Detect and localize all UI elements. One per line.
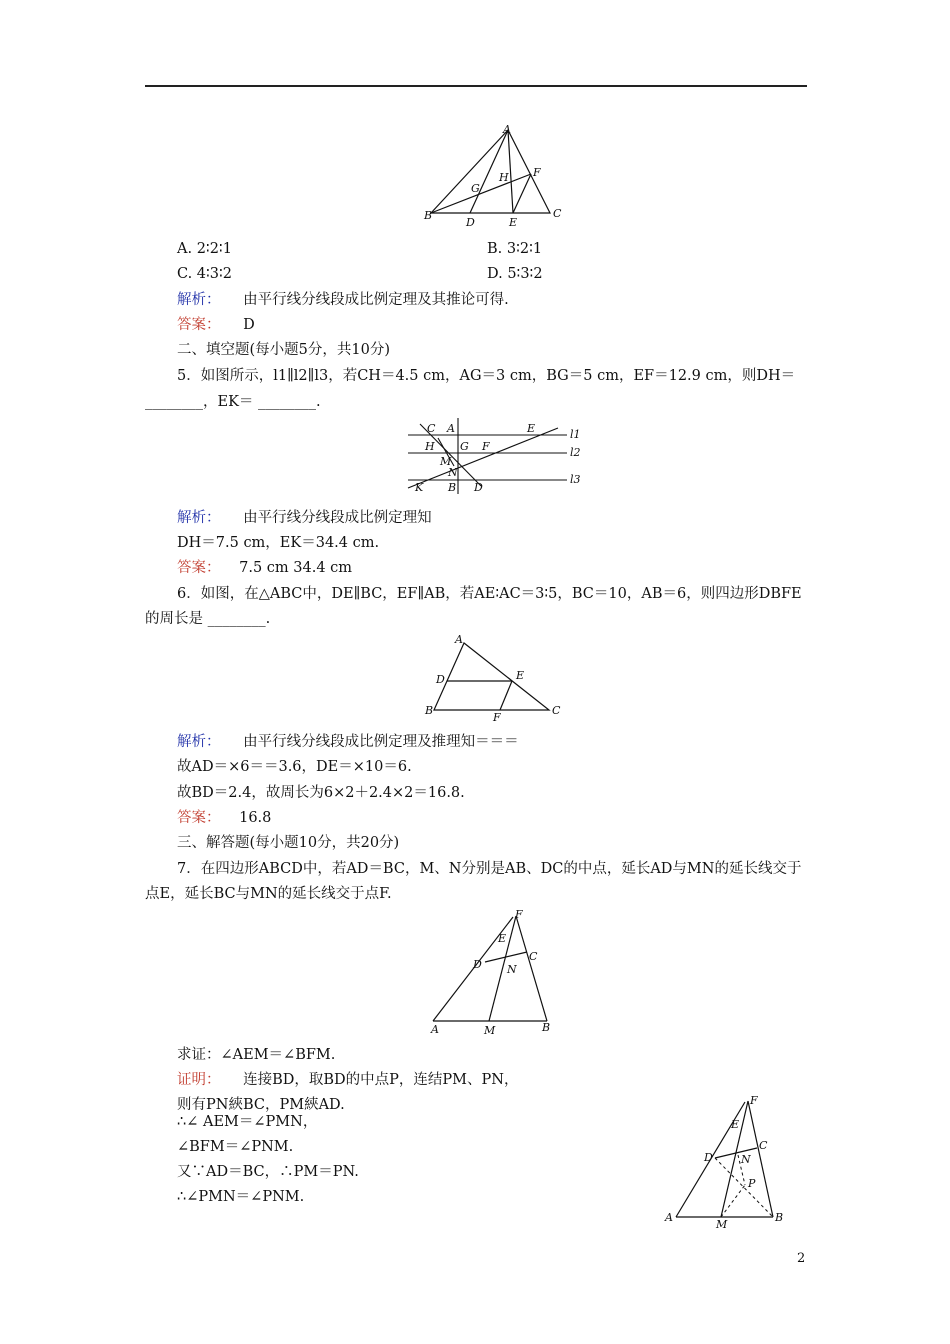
fig5-label-l2: l2 (570, 446, 581, 459)
answer-label: 答案： (177, 317, 221, 333)
page-number: 2 (797, 1251, 806, 1266)
option-a: A. 2∶2∶1 (177, 241, 232, 257)
fig4-label-b: B (424, 209, 433, 222)
analysis-label: 解析： (177, 734, 221, 750)
fig6-label-d: D (436, 673, 445, 686)
q6-step-2: 故BD＝2.4，故周长为6×2＋2.4×2＝16.8. (177, 785, 465, 801)
fig7-label-e: E (498, 932, 507, 945)
q6-answer (177, 809, 271, 827)
option-b: B. 3∶2∶1 (487, 241, 543, 257)
fig4-label-g: G (471, 182, 480, 195)
fig7b-label-a: A (665, 1211, 673, 1224)
q7-proof-line-5: ∴∠PMN＝∠PNM. (177, 1189, 305, 1205)
q5-answer (177, 559, 352, 577)
q6-line-2: 的周长是 ________. (145, 611, 271, 627)
fig5-label-n: N (448, 466, 458, 479)
figure-q6-triangle (420, 630, 570, 725)
analysis-label: 解析： (177, 292, 221, 308)
figure-q7-proof (660, 1090, 790, 1230)
fig5-label-c: C (427, 422, 436, 435)
answer-text: 7.5 cm 34.4 cm (239, 560, 353, 576)
fig7b-label-c: C (759, 1139, 768, 1152)
fig5-label-g: G (460, 440, 469, 453)
fig4-label-c: C (553, 207, 562, 220)
fig7b-label-n: N (741, 1153, 751, 1166)
fig7b-label-p: P (748, 1177, 756, 1190)
fig5-label-l3: l3 (570, 473, 581, 486)
fig5-label-k: K (415, 481, 424, 494)
q5-line-2: ________，EK＝ ________. (145, 394, 321, 410)
q7-proof-line-3: ∠BFM＝∠PNM. (177, 1139, 294, 1155)
fig7-label-b: B (542, 1021, 551, 1034)
fig7b-label-m: M (716, 1218, 728, 1230)
analysis-label: 解析： (177, 510, 221, 526)
fig7b-label-e: E (731, 1118, 740, 1131)
q7-proof (177, 1071, 518, 1089)
fig5-label-d: D (474, 481, 483, 494)
fig6-label-b: B (425, 704, 434, 717)
option-c: C. 4∶3∶2 (177, 266, 233, 282)
fig7-label-m: M (484, 1024, 496, 1037)
fig7b-label-f: F (750, 1094, 758, 1107)
q4-analysis (177, 291, 509, 309)
fig4-label-a: A (503, 123, 511, 136)
q6-line-1: 6．如图，在△ABC中，DE∥BC，EF∥AB，若AE∶AC＝3∶5，BC＝10，AB＝6，则四边形DBFE (177, 586, 802, 602)
q6-analysis (177, 733, 519, 751)
section-2-heading: 二、填空题(每小题5分，共10分) (177, 342, 390, 358)
q7-prove: 求证：∠AEM＝∠BFM. (177, 1047, 336, 1063)
figure-q4-triangle (420, 122, 570, 232)
analysis-text: 由平行线分线段成比例定理及推理知＝＝＝ (243, 734, 519, 750)
fig7-label-c: C (529, 950, 538, 963)
header-rule (145, 85, 807, 87)
q7-proof-line-2: ∴∠ AEM＝∠PMN， (177, 1114, 318, 1130)
figure-q7-quadrilateral (425, 906, 565, 1038)
q6-step-1: 故AD＝×6＝＝3.6，DE＝×10＝6. (177, 759, 412, 775)
proof-text: 连接BD，取BD的中点P，连结PM、PN， (243, 1072, 519, 1088)
fig5-label-b: B (448, 481, 457, 494)
figure-q5-parallel-lines (402, 416, 587, 496)
fig6-label-f: F (493, 711, 501, 724)
option-d: D. 5∶3∶2 (487, 266, 543, 282)
fig7-label-f: F (515, 908, 523, 921)
fig5-label-h: H (425, 440, 435, 453)
fig7-label-a: A (431, 1023, 439, 1036)
fig6-label-a: A (455, 633, 463, 646)
fig5-label-a: A (447, 422, 455, 435)
fig4-label-e: E (509, 216, 518, 229)
q5-result: DH＝7.5 cm，EK＝34.4 cm. (177, 535, 380, 551)
fig4-label-d: D (466, 216, 475, 229)
fig5-label-f: F (482, 440, 490, 453)
q7-line-2: 点E，延长BC与MN的延长线交于点F. (145, 886, 392, 902)
section-3-heading: 三、解答题(每小题10分，共20分) (177, 835, 400, 851)
fig5-label-l1: l1 (570, 428, 581, 441)
q7-proof-line-1: 则有PN綊BC，PM綊AD. (177, 1097, 345, 1113)
q5-line-1: 5．如图所示，l1∥l2∥l3，若CH＝4.5 cm，AG＝3 cm，BG＝5 cm，EF＝12.9 cm，则DH＝ (177, 368, 796, 384)
q7-line-1: 7．在四边形ABCD中，若AD＝BC，M、N分别是AB、DC的中点，延长AD与MN的延长线交于 (177, 861, 802, 877)
analysis-text: 由平行线分线段成比例定理及其推论可得. (243, 292, 509, 308)
fig6-label-e: E (516, 669, 525, 682)
fig7b-label-d: D (704, 1151, 713, 1164)
answer-label: 答案： (177, 810, 221, 826)
fig7-label-n: N (507, 963, 517, 976)
q5-analysis (177, 509, 432, 527)
answer-label: 答案： (177, 560, 221, 576)
fig7-label-d: D (473, 958, 482, 971)
fig7b-label-b: B (775, 1211, 784, 1224)
q7-proof-line-4: 又∵AD＝BC，∴PM＝PN. (177, 1164, 359, 1180)
fig5-label-m: M (440, 455, 452, 468)
fig5-label-e: E (527, 422, 536, 435)
fig6-label-c: C (552, 704, 561, 717)
fig4-label-h: H (499, 171, 509, 184)
analysis-text: 由平行线分线段成比例定理知 (243, 510, 432, 526)
answer-text: D (243, 317, 255, 333)
proof-label: 证明： (177, 1072, 221, 1088)
q4-answer (177, 316, 255, 334)
fig4-label-f: F (533, 166, 541, 179)
answer-text: 16.8 (239, 810, 272, 826)
